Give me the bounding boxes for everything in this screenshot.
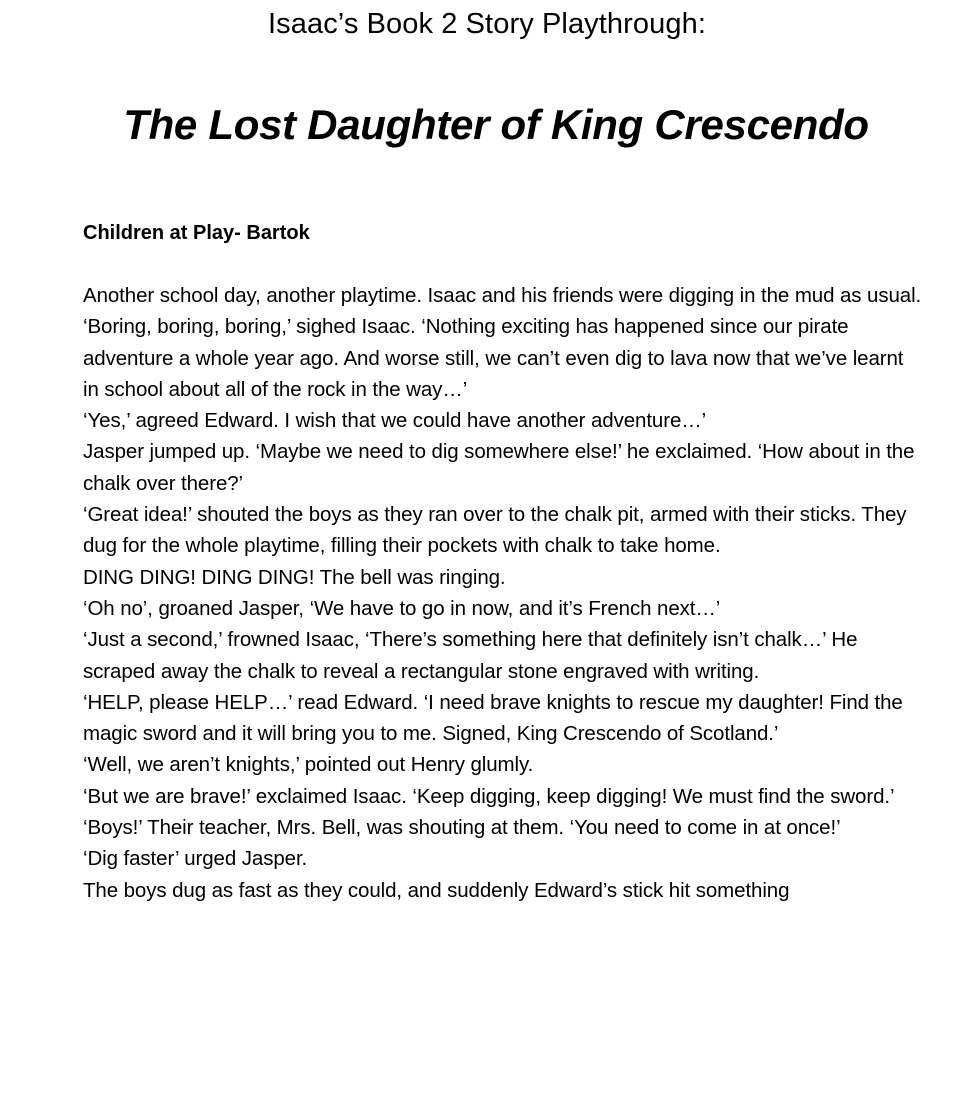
story-paragraph: ‘Just a second,’ frowned Isaac, ‘There’s something here that definitely isn’t chalk…’ He scraped away the chalk to reveal a rectangular stone engraved with writing.	[83, 628, 858, 683]
story-paragraph: ‘Great idea!’ shouted the boys as they ran over to the chalk pit, armed with their sticks. They dug for the whole playtime, filling their pockets with chalk to take home.	[83, 503, 907, 558]
story-paragraph: Another school day, another playtime. Isaac and his friends were digging in the mud as usual.	[83, 284, 922, 307]
document-title: The Lost Daughter of King Crescendo	[123, 101, 869, 148]
document-header: Isaac’s Book 2 Story Playthrough:	[267, 8, 706, 40]
story-paragraph: ‘Yes,’ agreed Edward. I wish that we could have another adventure…’	[83, 409, 707, 433]
section-heading: Children at Play- Bartok	[83, 222, 310, 244]
story-paragraph: ‘HELP, please HELP…’ read Edward. ‘I need brave knights to rescue my daughter! Find the magic sword and it will bring you to me. Signed, King Crescendo of Scotland.’	[83, 690, 903, 746]
story-paragraph: ‘Oh no’, groaned Jasper, ‘We have to go in now, and it’s French next…’	[83, 596, 721, 620]
story-paragraph: DING DING! DING DING! The bell was ringing.	[83, 565, 506, 589]
story-paragraph: ‘But we are brave!’ exclaimed Isaac. ‘Keep digging, keep digging! We must find the sword.’	[83, 784, 895, 808]
story-paragraph: Jasper jumped up. ‘Maybe we need to dig somewhere else!’ he exclaimed. ‘How about in the chalk over there?’	[83, 440, 915, 495]
story-body	[83, 280, 923, 906]
story-paragraph: ‘Boring, boring, boring,’ sighed Isaac. ‘Nothing exciting has happened since our pirate adventure a whole year ago. And worse still, we can’t even dig to lava now that we’ve learnt in school about all of the rock in the way…’	[83, 315, 904, 401]
story-paragraph: The boys dug as fast as they could, and suddenly Edward’s stick hit something	[83, 878, 790, 902]
story-paragraph: ‘Dig faster’ urged Jasper.	[83, 847, 308, 871]
story-paragraph: ‘Boys!’ Their teacher, Mrs. Bell, was shouting at them. ‘You need to come in at once!’	[83, 816, 841, 840]
story-paragraph: ‘Well, we aren’t knights,’ pointed out Henry glumly.	[83, 753, 534, 777]
